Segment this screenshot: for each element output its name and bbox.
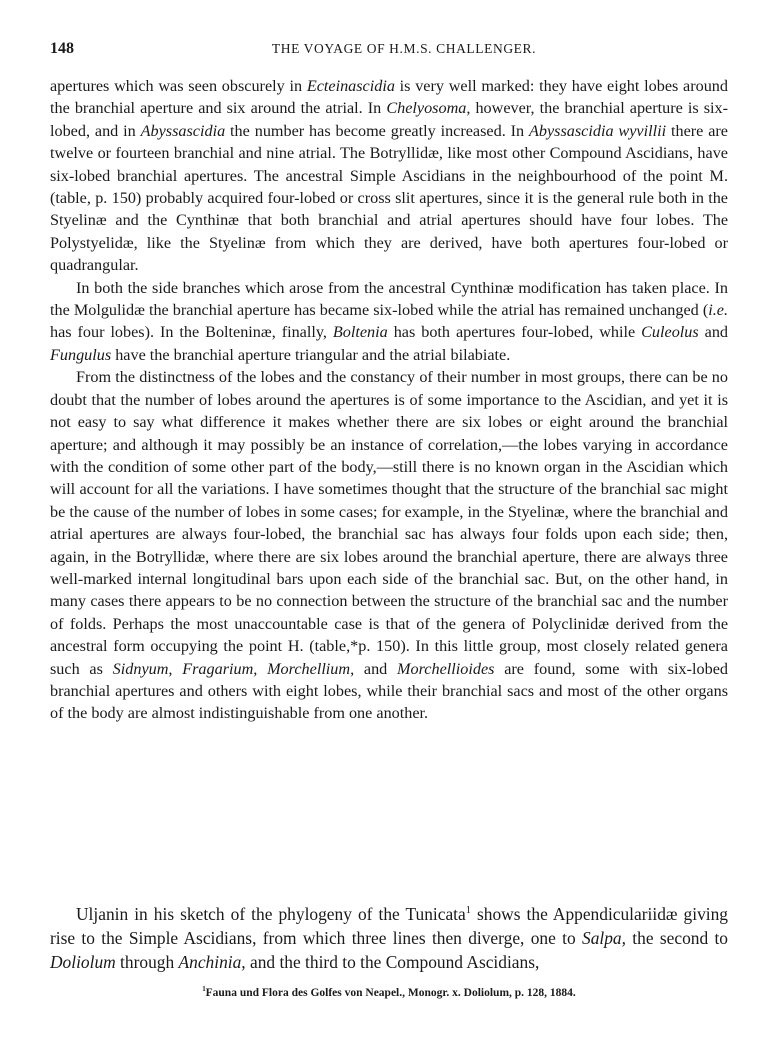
footnote-reference: 1	[465, 905, 471, 917]
paragraph-text: and the third to the Compound Ascidians,	[245, 952, 540, 972]
paragraph-text: is very well marked: they have eight lobes around the branchial aperture and six around the atrial. In	[50, 77, 728, 118]
italic-term: Morchellioides	[397, 659, 495, 678]
italic-term: Culeolus	[641, 323, 699, 342]
italic-term: Chelyosoma,	[386, 99, 471, 118]
paragraph-text: From the distinctness of the lobes and the constancy of their number in most groups, there can be no doubt that the number of lobes around the apertures is of some importance to the Ascidian, and yet it is not easy to say what difference it makes whether there are six lobes or eight around the branchial aperture; and although it may possibly be an instance of correlation,—the lobes varying in accordance with the condition of some other part of the body,—still there is no known organ in the Ascidian which will account for all the variations. I have sometimes thought that the structure of the branchial sac might be the cause of the number of lobes in some cases; for example, in the Styelinæ, where the branchial and atrial apertures are always four-lobed, the branchial sac has always four folds upon each side; then, again, in the Botryllidæ, where there are six lobes around the branchial aperture, there are always three well-marked internal longitudinal bars upon each side of the branchial sac. But, on the other hand, in many cases there appears to be no connection between the structure of the branchial sac and the number of folds. Perhaps the most unaccountable case is that of the genera of Polyclinidæ derived from the ancestral form occupying the point H. (table,*p. 150). In this little group, most closely related genera such as	[50, 368, 728, 678]
paragraph-text: there are twelve or fourteen branchial and nine atrial. The Botryllidæ, like most other Compound Ascidians, have six-lobed branchial apertures. The ancestral Simple Ascidians in the neighbourhood of the point M. (table, p. 150) probably acquired four-lobed or cross slit apertures, since it is the general rule both in the Styelinæ and the Cynthinæ that both branchial and atrial apertures should have four lobes. The Polystyelidæ, like the Styelinæ from which they are derived, have both apertures four-lobed or quadrangular.	[50, 121, 728, 275]
section-2	[50, 902, 728, 974]
paragraph-text: however, the branchial aperture is six-lobed, and in	[50, 99, 728, 140]
paragraph-text: has both apertures four-lobed, while	[387, 323, 642, 342]
paragraph-text: and	[354, 659, 398, 678]
italic-term: Anchinia,	[178, 952, 246, 972]
italic-term: Fungulus	[50, 345, 112, 364]
paragraph-text: has four lobes). In the Bolteninæ, finally,	[50, 323, 333, 342]
italic-term: Abyssascidia	[140, 121, 226, 140]
footnote-text: Fauna und Flora des Golfes von Neapel., Monogr. x. Doliolum, p. 128, 1884.	[205, 987, 576, 999]
italic-term: Abyssascidia wyvillii	[529, 121, 667, 140]
paragraph-text: In both the side branches which arose from the ancestral Cynthinæ modification has taken place. In the Molgulidæ the branchial aperture has became six-lobed while the atrial has remained unchanged (	[50, 278, 728, 320]
page-header	[50, 40, 728, 64]
paragraph-text: through	[115, 952, 179, 972]
paragraph-text: and	[698, 323, 729, 342]
paragraph-text: shows the Appendiculariidæ giving rise to the Simple Ascidians, from which three lines then diverge, one to	[50, 904, 728, 948]
paragraph-2	[50, 277, 728, 367]
italic-term: Salpa,	[582, 928, 626, 948]
body-text	[50, 75, 728, 725]
paragraph-text: Uljanin in his sketch of the phylogeny of the Tunicata	[76, 904, 466, 924]
italic-term: Sidnyum, Fragarium, Morchellium,	[112, 659, 355, 678]
italic-term: Boltenia	[332, 323, 388, 342]
footnote-marker: 1	[202, 986, 206, 994]
running-title: THE VOYAGE OF H.M.S. CHALLENGER.	[271, 41, 537, 56]
paragraph-text: the second to	[625, 928, 728, 948]
paragraph-text: are found, some with six-lobed branchial apertures and others with eight lobes, while their branchial sacs and most of the other organs of the body are almost indistinguishable from one another.	[50, 659, 728, 723]
italic-term: Ecteinascidia	[306, 77, 395, 95]
italic-term: Doliolum	[50, 952, 116, 972]
page-number: 148	[50, 40, 74, 57]
paragraph-uljanin	[50, 902, 728, 974]
footnote	[50, 987, 728, 999]
italic-term: i.e.	[708, 301, 728, 320]
paragraph-1	[50, 75, 728, 277]
paragraph-3	[50, 366, 728, 725]
paragraph-text: the number has become greatly increased. In	[225, 121, 530, 140]
paragraph-text: have the branchial aperture triangular and the atrial bilabiate.	[111, 345, 511, 364]
paragraph-text: apertures which was seen obscurely in	[50, 77, 307, 95]
